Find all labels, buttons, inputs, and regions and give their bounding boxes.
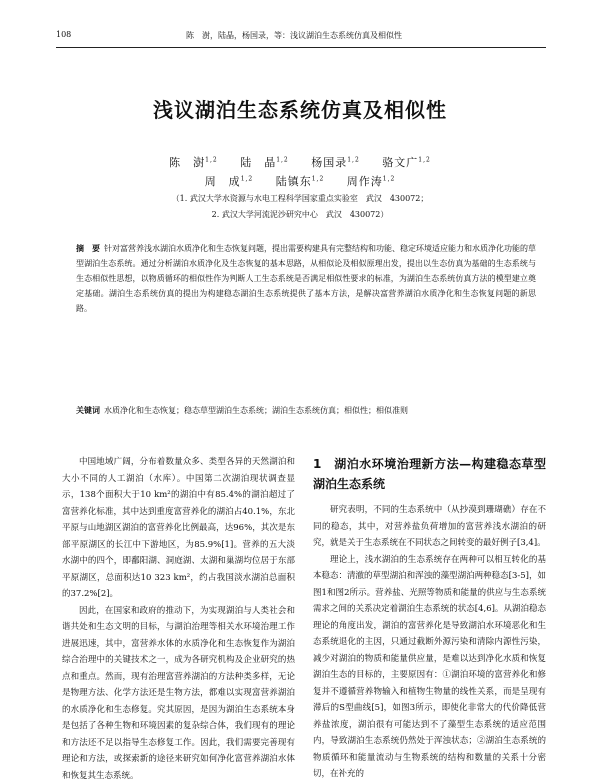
author-name: 陆镇东 <box>276 175 312 188</box>
affiliation-1: （1. 武汉大学水资源与水电工程科学国家重点实验室 武汉 430072； <box>0 193 600 204</box>
left-column <box>62 454 295 784</box>
keywords <box>76 404 536 418</box>
author-line-2 <box>0 173 600 189</box>
keywords-text: 水质净化和生态恢复；稳态草型湖泊生态系统；湖泊生态系统仿真；相似性；相似准则 <box>104 406 408 415</box>
body-paragraph: 中国地域广阔，分布着数量众多、类型各异的天然湖泊和大小不同的人工湖泊（水库）。中国第二次湖泊现状调查显示，138个面积大于10 km²的湖泊中有85.4%的湖泊超过了富营养化标准，其中达到重度富营养化的湖泊占40.1%，东北平原与山地湖区湖泊的富营养化比例最高，达96%，其次是东部平原湖区的长江中下游地区，为85.9%[1]。营养的五大淡水湖中的四个，即鄱阳湖、洞庭湖、太湖和巢湖均位居于东部平原湖区，总面积达10 323 km²，约占我国淡水湖泊总面积的37.2%[2]。 <box>62 454 295 603</box>
author-affil-mark: 1,2 <box>347 156 360 163</box>
author-affil-mark: 1,2 <box>383 175 396 182</box>
author-name: 陈 澍 <box>169 156 205 169</box>
paper-title: 浅议湖泊生态系统仿真及相似性 <box>0 94 600 123</box>
author-name: 周作涛 <box>347 175 383 188</box>
page-number: 108 <box>56 30 71 39</box>
author-name: 周 成 <box>205 175 241 188</box>
affiliation-2: 2. 武汉大学河流泥沙研究中心 武汉 430072） <box>0 209 600 220</box>
keywords-label: 关键词 <box>76 406 100 415</box>
author-name: 骆文广 <box>382 156 418 169</box>
section-heading: 1 湖泊水环境治理新方法—构建稳态草型湖泊生态系统 <box>313 454 546 494</box>
author-affil-mark: 1,2 <box>418 156 431 163</box>
author-name: 杨国录 <box>311 156 347 169</box>
author-affil-mark: 1,2 <box>205 156 218 163</box>
body-paragraph: 理论上，浅水湖泊的生态系统存在两种可以相互转化的基本稳态：清澈的草型湖泊和浑浊的藻型湖泊两种稳态[3-5]，如图1和图2所示。营养盐、光照等物质和能量的供应与生态系统需求之间的关系决定着湖泊生态系统的状态[4,6]。从湖泊稳态理论的角度出发，湖泊的富营养化是导致湖泊水环境恶化和生态系统退化的主因，只通过截断外源污染和清除内源性污染，减少对湖泊的物质和能量供应量，是难以达到净化水质和恢复湖泊生态的目标的，主要原因有：①湖泊环境的富营养化和修复并不遵循营养物输入和植物生物量的线性关系，而是呈现有滞后的S型曲线[5]，如图3所示，即使化非常大的代价降低营养盐浓度，湖泊很有可能达到不了藻型生态系统的适应范围内，导致湖泊生态系统仍然处于浑浊状态；②湖泊生态系统的物质循环和能量流动与生物系统的结构和数量的关系十分密切，在补充的 <box>313 552 546 783</box>
right-column <box>313 454 546 783</box>
author-affil-mark: 1,2 <box>241 175 254 182</box>
author-name: 陆 晶 <box>240 156 276 169</box>
header-rule <box>56 47 546 48</box>
author-affil-mark: 1,2 <box>276 156 289 163</box>
abstract-label: 摘 要 <box>76 244 100 253</box>
running-title: 陈 澍，陆晶，杨国录，等：浅议湖泊生态系统仿真及相似性 <box>186 30 402 41</box>
abstract-text: 针对富营养浅水湖泊水质净化和生态恢复问题，提出需要构建具有完整结构和功能、稳定环境适应能力和水质净化功能的草型湖泊生态系统。通过分析湖泊水质净化及生态恢复的基本思路，从相似论及相似原理出发，提出以生态仿真为基础的生态系统与生态相似性思想，以物质循环的相似性作为判断人工生态系统是否满足相似性要求的标准，为湖泊生态系统仿真方法的模型建立奠定基础。湖泊生态系统仿真的提出为构建稳态湖泊生态系统提供了基本方法，是解决富营养湖泊水质净化和生态恢复问题的新思路。 <box>76 244 536 313</box>
body-paragraph: 研究表明，不同的生态系统中（从抄漠到珊瑚礁）存在不同的稳态，其中，对营养盐负荷增加的富营养浅水湖泊的研究，就是关于生态系统在不同状态之间转变的最好例子[3,4]。 <box>313 502 546 552</box>
body-paragraph: 因此，在国家和政府的推动下，为实现湖泊与人类社会和谐共处和生态文明的目标，与湖泊治理等相关水环境治理工作进展迅速，其中，富营养水体的水质净化和生态恢复作为湖泊综合治理中的关键技术之一，成为各研究机构及企业研究的热点和重点。然而，现有治理富营养湖泊的方法种类多样，无论是物理方法、化学方法还是生物方法，都难以实现富营养湖泊的水质净化和生态修复。究其原因，是因为湖泊生态系统本身是包括了各种生物和环境因素的复杂综合体，我们现有的理论和方法还不足以指导生态修复工作。因此，我们需要完善现有理论和方法，或探索新的途径来研究如何净化富营养湖泊水体和恢复其生态系统。 <box>62 603 295 784</box>
author-line-1 <box>0 154 600 170</box>
abstract <box>76 241 536 316</box>
running-header <box>56 30 546 44</box>
author-affil-mark: 1,2 <box>312 175 325 182</box>
